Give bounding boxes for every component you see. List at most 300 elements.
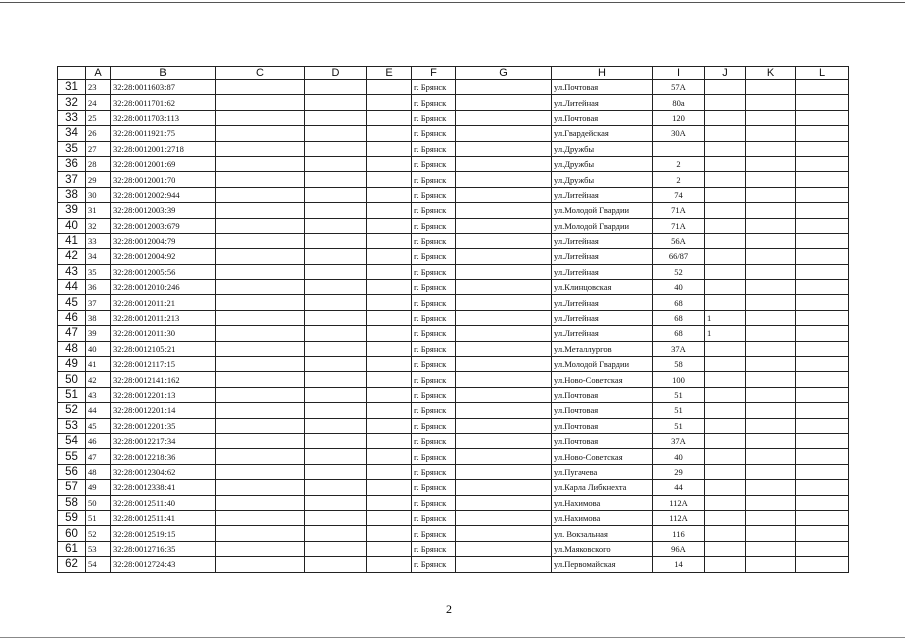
table-row <box>58 510 849 525</box>
cell-a: 36 <box>86 280 111 295</box>
cell-l <box>796 110 849 125</box>
cell-b: 32:28:0012304:62 <box>111 464 216 479</box>
cell-h: ул.Нахимова <box>552 510 653 525</box>
cell-f: г. Брянск <box>412 372 456 387</box>
cell-a: 53 <box>86 541 111 556</box>
cell-b: 32:28:0012004:92 <box>111 249 216 264</box>
table-row <box>58 326 849 341</box>
cell-d <box>305 80 367 95</box>
cell-d <box>305 280 367 295</box>
cell-i: 56А <box>653 233 705 248</box>
cell-l <box>796 126 849 141</box>
cell-a: 38 <box>86 310 111 325</box>
cell-e <box>367 449 412 464</box>
cell-k <box>746 141 796 156</box>
cell-k <box>746 126 796 141</box>
cell-a: 43 <box>86 387 111 402</box>
cell-c <box>216 203 305 218</box>
cell-i: 44 <box>653 480 705 495</box>
cell-i: 68 <box>653 326 705 341</box>
cell-e <box>367 341 412 356</box>
cell-d <box>305 326 367 341</box>
cell-k <box>746 218 796 233</box>
cell-b: 32:28:0012003:39 <box>111 203 216 218</box>
row-number: 31 <box>58 80 86 95</box>
cell-g <box>456 403 552 418</box>
cell-f: г. Брянск <box>412 464 456 479</box>
cell-a: 25 <box>86 110 111 125</box>
cell-k <box>746 480 796 495</box>
cell-i: 112А <box>653 510 705 525</box>
cell-k <box>746 510 796 525</box>
cell-j <box>705 541 746 556</box>
row-number: 45 <box>58 295 86 310</box>
table-row <box>58 495 849 510</box>
cell-d <box>305 126 367 141</box>
table-row <box>58 310 849 325</box>
cell-b: 32:28:0012519:15 <box>111 526 216 541</box>
cell-g <box>456 264 552 279</box>
cell-g <box>456 233 552 248</box>
cell-d <box>305 403 367 418</box>
cell-e <box>367 495 412 510</box>
cell-d <box>305 295 367 310</box>
cell-b: 32:28:0012010:246 <box>111 280 216 295</box>
row-number: 48 <box>58 341 86 356</box>
row-number: 37 <box>58 172 86 187</box>
cell-k <box>746 187 796 202</box>
cell-b: 32:28:0012201:13 <box>111 387 216 402</box>
cell-h: ул.Металлургов <box>552 341 653 356</box>
cell-h: ул.Нахимова <box>552 495 653 510</box>
cell-l <box>796 233 849 248</box>
cell-h: ул.Гвардейская <box>552 126 653 141</box>
cell-c <box>216 541 305 556</box>
cell-g <box>456 187 552 202</box>
cell-i: 71А <box>653 203 705 218</box>
cell-j <box>705 449 746 464</box>
cell-g <box>456 357 552 372</box>
cell-b: 32:28:0011701:62 <box>111 95 216 110</box>
cell-g <box>456 156 552 171</box>
cell-k <box>746 280 796 295</box>
cell-h: ул.Маяковского <box>552 541 653 556</box>
cell-k <box>746 449 796 464</box>
cell-l <box>796 156 849 171</box>
table-row <box>58 110 849 125</box>
cell-g <box>456 203 552 218</box>
cell-c <box>216 357 305 372</box>
cell-i: 68 <box>653 295 705 310</box>
cell-k <box>746 526 796 541</box>
cell-b: 32:28:0012218:36 <box>111 449 216 464</box>
table-row <box>58 295 849 310</box>
cell-e <box>367 310 412 325</box>
cell-h: ул.Молодой Гвардии <box>552 357 653 372</box>
cell-h: ул.Ново-Советская <box>552 372 653 387</box>
cell-e <box>367 141 412 156</box>
cell-l <box>796 280 849 295</box>
cell-f: г. Брянск <box>412 295 456 310</box>
cell-k <box>746 264 796 279</box>
table-row <box>58 141 849 156</box>
cell-c <box>216 387 305 402</box>
cell-l <box>796 187 849 202</box>
cell-d <box>305 172 367 187</box>
cell-e <box>367 264 412 279</box>
cell-l <box>796 433 849 448</box>
cell-f: г. Брянск <box>412 341 456 356</box>
cell-f: г. Брянск <box>412 418 456 433</box>
cell-l <box>796 449 849 464</box>
row-number: 33 <box>58 110 86 125</box>
cell-c <box>216 449 305 464</box>
cell-g <box>456 464 552 479</box>
cell-h: ул. Вокзальная <box>552 526 653 541</box>
cell-d <box>305 141 367 156</box>
cell-k <box>746 326 796 341</box>
cell-i: 66/87 <box>653 249 705 264</box>
cell-l <box>796 218 849 233</box>
row-number: 53 <box>58 418 86 433</box>
cell-h: ул.Почтовая <box>552 403 653 418</box>
cell-g <box>456 510 552 525</box>
scan-artifact-line <box>0 2 905 3</box>
cell-h: ул.Литейная <box>552 295 653 310</box>
cell-d <box>305 433 367 448</box>
cell-j <box>705 341 746 356</box>
cell-c <box>216 557 305 572</box>
row-number: 60 <box>58 526 86 541</box>
cell-e <box>367 480 412 495</box>
cell-a: 42 <box>86 372 111 387</box>
column-header-g: G <box>456 67 552 80</box>
cell-e <box>367 126 412 141</box>
cell-i: 74 <box>653 187 705 202</box>
cell-d <box>305 464 367 479</box>
cell-l <box>796 418 849 433</box>
row-number: 54 <box>58 433 86 448</box>
cell-e <box>367 510 412 525</box>
cell-f: г. Брянск <box>412 495 456 510</box>
table-row <box>58 433 849 448</box>
cell-j <box>705 433 746 448</box>
cell-e <box>367 187 412 202</box>
cell-b: 32:28:0012141:162 <box>111 372 216 387</box>
cell-b: 32:28:0012511:41 <box>111 510 216 525</box>
cell-f: г. Брянск <box>412 203 456 218</box>
cell-e <box>367 403 412 418</box>
cell-j <box>705 280 746 295</box>
cell-b: 32:28:0012201:14 <box>111 403 216 418</box>
table-row <box>58 233 849 248</box>
cell-c <box>216 218 305 233</box>
cell-e <box>367 357 412 372</box>
cell-l <box>796 357 849 372</box>
column-header-b: B <box>111 67 216 80</box>
cell-i: 40 <box>653 449 705 464</box>
cell-b: 32:28:0011603:87 <box>111 80 216 95</box>
cell-j <box>705 510 746 525</box>
cell-h: ул.Литейная <box>552 326 653 341</box>
cell-i: 120 <box>653 110 705 125</box>
column-header-row <box>58 67 849 80</box>
cell-c <box>216 187 305 202</box>
cell-l <box>796 387 849 402</box>
cell-i: 57А <box>653 80 705 95</box>
cell-e <box>367 326 412 341</box>
cell-f: г. Брянск <box>412 310 456 325</box>
cell-h: ул.Литейная <box>552 264 653 279</box>
table-row <box>58 218 849 233</box>
cell-d <box>305 156 367 171</box>
cell-e <box>367 249 412 264</box>
cell-d <box>305 187 367 202</box>
table-row <box>58 126 849 141</box>
cell-k <box>746 156 796 171</box>
cell-a: 48 <box>86 464 111 479</box>
cell-j <box>705 526 746 541</box>
row-number: 36 <box>58 156 86 171</box>
cell-a: 40 <box>86 341 111 356</box>
cell-i: 2 <box>653 172 705 187</box>
cell-c <box>216 126 305 141</box>
cell-c <box>216 526 305 541</box>
cell-e <box>367 172 412 187</box>
cell-d <box>305 110 367 125</box>
cell-h: ул.Ново-Советская <box>552 449 653 464</box>
cell-j <box>705 156 746 171</box>
cell-e <box>367 372 412 387</box>
cell-c <box>216 403 305 418</box>
cell-g <box>456 280 552 295</box>
cell-d <box>305 510 367 525</box>
cell-a: 28 <box>86 156 111 171</box>
cell-f: г. Брянск <box>412 357 456 372</box>
cell-h: ул.Пугачева <box>552 464 653 479</box>
cell-e <box>367 95 412 110</box>
cell-g <box>456 172 552 187</box>
cell-b: 32:28:0012011:213 <box>111 310 216 325</box>
cell-f: г. Брянск <box>412 449 456 464</box>
table-row <box>58 557 849 572</box>
cell-l <box>796 403 849 418</box>
cell-g <box>456 126 552 141</box>
cell-c <box>216 418 305 433</box>
cell-g <box>456 295 552 310</box>
cell-d <box>305 357 367 372</box>
cell-h: ул.Первомайская <box>552 557 653 572</box>
cell-c <box>216 80 305 95</box>
row-number: 47 <box>58 326 86 341</box>
scan-artifact-line <box>0 637 905 638</box>
cell-j: 1 <box>705 326 746 341</box>
cell-h: ул.Почтовая <box>552 418 653 433</box>
cell-k <box>746 310 796 325</box>
cell-i: 116 <box>653 526 705 541</box>
cell-j <box>705 187 746 202</box>
cell-h: ул.Литейная <box>552 95 653 110</box>
cell-j <box>705 480 746 495</box>
cell-f: г. Брянск <box>412 387 456 402</box>
cell-c <box>216 295 305 310</box>
cell-i: 51 <box>653 403 705 418</box>
cell-h: ул.Молодой Гвардии <box>552 203 653 218</box>
row-number: 38 <box>58 187 86 202</box>
cell-h: ул.Литейная <box>552 310 653 325</box>
cell-a: 41 <box>86 357 111 372</box>
cell-a: 50 <box>86 495 111 510</box>
cell-j <box>705 495 746 510</box>
cell-d <box>305 264 367 279</box>
cell-f: г. Брянск <box>412 110 456 125</box>
cell-j <box>705 357 746 372</box>
row-number: 34 <box>58 126 86 141</box>
cell-k <box>746 357 796 372</box>
cell-k <box>746 495 796 510</box>
cell-a: 24 <box>86 95 111 110</box>
cell-a: 31 <box>86 203 111 218</box>
row-number: 40 <box>58 218 86 233</box>
cell-g <box>456 387 552 402</box>
cell-f: г. Брянск <box>412 510 456 525</box>
cell-i: 40 <box>653 280 705 295</box>
cell-g <box>456 341 552 356</box>
table-body <box>58 80 849 573</box>
cell-b: 32:28:0011921:75 <box>111 126 216 141</box>
cell-f: г. Брянск <box>412 264 456 279</box>
cell-c <box>216 233 305 248</box>
cell-c <box>216 510 305 525</box>
column-header-l: L <box>796 67 849 80</box>
cell-g <box>456 541 552 556</box>
cell-h: ул.Дружбы <box>552 156 653 171</box>
cell-l <box>796 141 849 156</box>
cell-g <box>456 141 552 156</box>
table-row <box>58 156 849 171</box>
cell-b: 32:28:0012011:21 <box>111 295 216 310</box>
cell-d <box>305 387 367 402</box>
cell-e <box>367 110 412 125</box>
row-number: 32 <box>58 95 86 110</box>
cell-j <box>705 387 746 402</box>
cell-b: 32:28:0012001:70 <box>111 172 216 187</box>
cell-b: 32:28:0012003:679 <box>111 218 216 233</box>
cell-e <box>367 280 412 295</box>
row-number: 57 <box>58 480 86 495</box>
row-number: 61 <box>58 541 86 556</box>
cell-k <box>746 372 796 387</box>
cell-l <box>796 295 849 310</box>
cell-c <box>216 141 305 156</box>
corner-header <box>58 67 86 80</box>
table-row <box>58 403 849 418</box>
cell-d <box>305 310 367 325</box>
cell-a: 39 <box>86 326 111 341</box>
table-row <box>58 449 849 464</box>
cell-l <box>796 510 849 525</box>
cell-i: 68 <box>653 310 705 325</box>
row-number: 35 <box>58 141 86 156</box>
table-row <box>58 95 849 110</box>
column-header-h: H <box>552 67 653 80</box>
cell-h: ул.Почтовая <box>552 433 653 448</box>
cell-k <box>746 557 796 572</box>
cell-e <box>367 464 412 479</box>
cell-g <box>456 326 552 341</box>
cell-e <box>367 156 412 171</box>
row-number: 39 <box>58 203 86 218</box>
row-number: 50 <box>58 372 86 387</box>
cell-i: 14 <box>653 557 705 572</box>
column-header-i: I <box>653 67 705 80</box>
cell-f: г. Брянск <box>412 233 456 248</box>
cell-d <box>305 526 367 541</box>
cell-d <box>305 341 367 356</box>
column-header-e: E <box>367 67 412 80</box>
table-row <box>58 372 849 387</box>
row-number: 56 <box>58 464 86 479</box>
row-number: 55 <box>58 449 86 464</box>
cell-d <box>305 541 367 556</box>
cell-k <box>746 95 796 110</box>
cell-g <box>456 218 552 233</box>
cell-l <box>796 526 849 541</box>
cell-k <box>746 203 796 218</box>
cell-b: 32:28:0012002:944 <box>111 187 216 202</box>
cell-l <box>796 172 849 187</box>
cell-c <box>216 172 305 187</box>
cell-j <box>705 141 746 156</box>
cell-i <box>653 141 705 156</box>
cell-l <box>796 541 849 556</box>
cell-d <box>305 233 367 248</box>
cell-d <box>305 449 367 464</box>
cell-j <box>705 80 746 95</box>
cell-e <box>367 541 412 556</box>
cell-a: 44 <box>86 403 111 418</box>
cell-j <box>705 372 746 387</box>
cell-h: ул.Дружбы <box>552 172 653 187</box>
cell-i: 52 <box>653 264 705 279</box>
cell-h: ул.Литейная <box>552 249 653 264</box>
cell-a: 29 <box>86 172 111 187</box>
cell-i: 2 <box>653 156 705 171</box>
cell-d <box>305 203 367 218</box>
cell-c <box>216 264 305 279</box>
cell-h: ул.Карла Либкнехта <box>552 480 653 495</box>
cell-b: 32:28:0012001:69 <box>111 156 216 171</box>
cell-l <box>796 464 849 479</box>
cell-a: 46 <box>86 433 111 448</box>
cell-k <box>746 80 796 95</box>
cell-j <box>705 95 746 110</box>
cell-c <box>216 495 305 510</box>
cell-b: 32:28:0012338:41 <box>111 480 216 495</box>
cell-j <box>705 557 746 572</box>
cell-j <box>705 295 746 310</box>
cell-a: 54 <box>86 557 111 572</box>
cell-h: ул.Литейная <box>552 187 653 202</box>
cell-e <box>367 387 412 402</box>
cell-j <box>705 418 746 433</box>
table-row <box>58 464 849 479</box>
cell-c <box>216 480 305 495</box>
cell-k <box>746 403 796 418</box>
cell-a: 49 <box>86 480 111 495</box>
column-header-a: A <box>86 67 111 80</box>
cell-f: г. Брянск <box>412 480 456 495</box>
